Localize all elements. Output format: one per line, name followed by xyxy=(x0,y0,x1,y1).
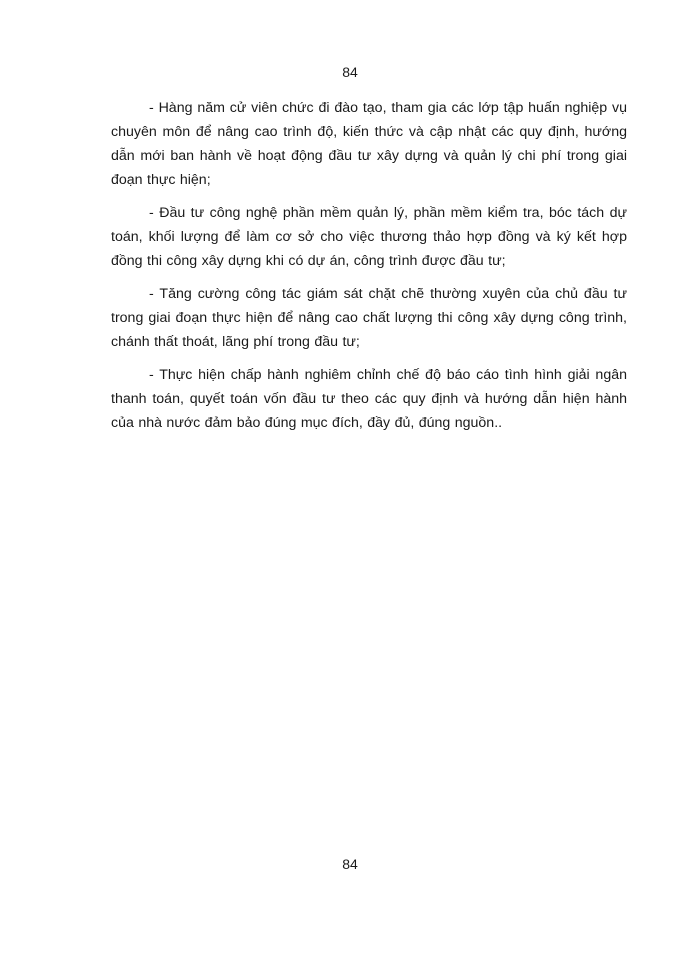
page-number-bottom: 84 xyxy=(342,856,358,872)
page-number-top: 84 xyxy=(342,64,358,80)
paragraph-supervision: - Tăng cường công tác giám sát chặt chẽ thường xuyên của chủ đầu tư trong giai đoạn thực hiện để nâng cao chất lượng thi công xây dựng công trình, chánh thất thoát, lãng phí trong đầu tư; xyxy=(111,286,627,350)
body-text xyxy=(111,96,627,444)
paragraph-staff-training: - Hàng năm cử viên chức đi đào tạo, tham gia các lớp tập huấn nghiệp vụ chuyên môn để nâng cao trình độ, kiến thức và cập nhật các quy định, hướng dẫn mới ban hành về hoạt động đầu tư xây dựng và quản lý chi phí trong giai đoạn thực hiện; xyxy=(111,100,627,188)
paragraph-reporting: - Thực hiện chấp hành nghiêm chỉnh chế độ báo cáo tình hình giải ngân thanh toán, quyết toán vốn đầu tư theo các quy định và hướng dẫn hiện hành của nhà nước đảm bảo đúng mục đích, đầy đủ, đúng nguồn.. xyxy=(111,367,627,431)
paragraph-software-investment: - Đầu tư công nghệ phần mềm quản lý, phần mềm kiểm tra, bóc tách dự toán, khối lượng để làm cơ sở cho việc thương thảo hợp đồng và ký kết hợp đồng thi công xây dựng khi có dự án, công trình được đầu tư; xyxy=(111,205,627,269)
